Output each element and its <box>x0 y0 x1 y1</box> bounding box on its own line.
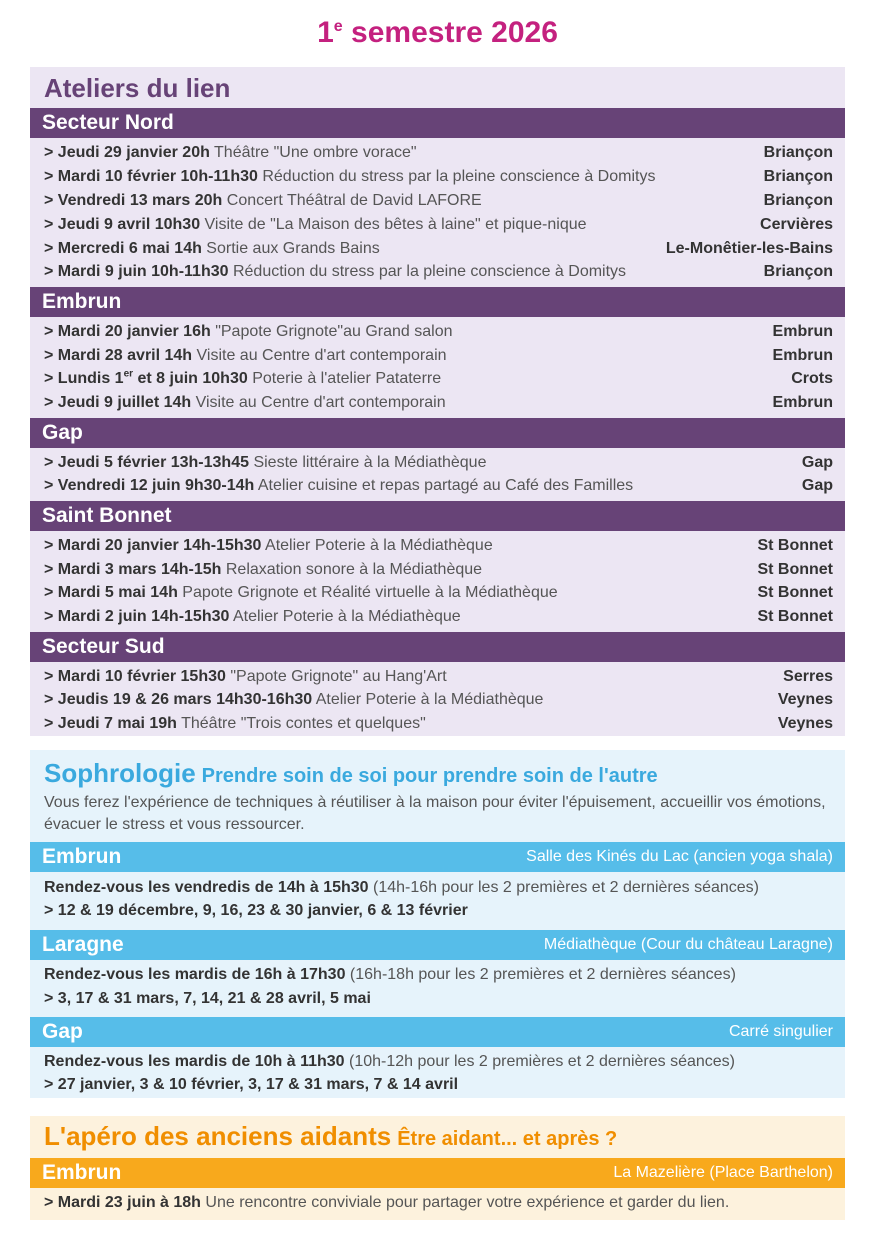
event-row <box>44 320 833 343</box>
event-row <box>44 665 833 688</box>
event-date-cont: et 8 juin 10h30 <box>133 370 248 387</box>
event-row <box>44 189 833 212</box>
page-title-rest: semestre 2026 <box>342 16 558 49</box>
apero-row <box>44 1191 833 1214</box>
event-desc: Sieste littéraire à la Médiathèque <box>249 454 487 471</box>
section-bar-embrun: Embrun <box>30 287 845 317</box>
event-date: > Jeudi 9 juillet 14h <box>44 394 192 411</box>
event-desc: Atelier Poterie à la Médiathèque <box>229 608 461 625</box>
sophro-bar-laragne <box>30 930 845 960</box>
event-location: Embrun <box>772 394 833 411</box>
apero-bar-name: Embrun <box>42 1161 122 1184</box>
event-location: Le-Monêtier-les-Bains <box>665 240 833 257</box>
apero-date: > Mardi 23 juin à 18h <box>44 1194 201 1211</box>
event-date: > Vendredi 12 juin 9h30-14h <box>44 477 255 494</box>
event-date: > Mardi 5 mai 14h <box>44 584 178 601</box>
page-title-sup: e <box>333 18 343 35</box>
sophrologie-intro: Vous ferez l'expérience de techniques à réutiliser à la maison pour éviter l'épuisement, accueillir vos émotions, évacuer le stress et vous ressourcer. <box>44 794 826 833</box>
event-location: Serres <box>783 668 833 685</box>
sophrologie-heading <box>44 758 658 789</box>
event-desc: Visite de "La Maison des bêtes à laine" et pique-nique <box>200 216 587 233</box>
event-date: > Jeudi 9 avril 10h30 <box>44 216 201 233</box>
rdv-schedule: Rendez-vous les vendredis de 14h à 15h30 <box>44 879 369 896</box>
apero-heading <box>44 1121 617 1152</box>
sophro-bar-embrun <box>30 842 845 872</box>
event-location: Gap <box>801 454 833 471</box>
event-date: > Jeudis 19 & 26 mars 14h30-16h30 <box>44 691 313 708</box>
section-bar-gap: Gap <box>30 418 845 448</box>
event-location: Veynes <box>777 691 833 708</box>
sophrologie-panel <box>30 750 845 1098</box>
event-desc: Théâtre "Une ombre vorace" <box>209 144 417 161</box>
sophro-bar-gap <box>30 1017 845 1047</box>
rdv-note: (14h-16h pour les 2 premières et 2 dernières séances) <box>368 879 760 896</box>
rdv-dates-text: > 12 & 19 décembre, 9, 16, 23 & 30 janvier, 6 & 13 février <box>44 902 468 919</box>
event-location: Briançon <box>763 168 833 185</box>
event-location: St Bonnet <box>757 608 833 625</box>
event-desc: Relaxation sonore à la Médiathèque <box>221 561 483 578</box>
rdv-row <box>44 876 833 899</box>
event-date: > Mercredi 6 mai 14h <box>44 240 202 257</box>
event-date: > Mardi 10 février 10h-11h30 <box>44 168 258 185</box>
event-location: St Bonnet <box>757 537 833 554</box>
event-location: Embrun <box>772 323 833 340</box>
rdv-dates-text: > 27 janvier, 3 & 10 février, 3, 17 & 31 mars, 7 & 14 avril <box>44 1076 459 1093</box>
event-desc: Poterie à l'atelier Pataterre <box>247 370 442 387</box>
event-row <box>44 688 833 711</box>
rdv-dates <box>44 987 833 1010</box>
apero-title: L'apéro des anciens aidants <box>44 1121 392 1151</box>
section-bar-nord: Secteur Nord <box>30 108 845 138</box>
event-row <box>44 165 833 188</box>
event-row <box>44 712 833 735</box>
event-row <box>44 391 833 414</box>
apero-subtitle: Être aidant... et après ? <box>397 1128 618 1150</box>
event-location: St Bonnet <box>757 561 833 578</box>
event-location: Embrun <box>772 347 833 364</box>
rdv-dates <box>44 899 833 922</box>
event-desc: Atelier Poterie à la Médiathèque <box>312 691 544 708</box>
event-row <box>44 581 833 604</box>
event-date: > Mardi 20 janvier 16h <box>44 323 211 340</box>
event-row <box>44 534 833 557</box>
sophrologie-subtitle: Prendre soin de soi pour prendre soin de l'autre <box>201 765 658 787</box>
event-date: > Lundis 1 <box>44 370 124 387</box>
event-date: > Jeudi 7 mai 19h <box>44 715 177 732</box>
event-date: > Mardi 3 mars 14h-15h <box>44 561 222 578</box>
event-date: > Vendredi 13 mars 20h <box>44 192 223 209</box>
event-desc: Visite au Centre d'art contemporain <box>191 394 446 411</box>
sophro-bar-name: Laragne <box>42 933 124 956</box>
rdv-schedule: Rendez-vous les mardis de 16h à 17h30 <box>44 966 346 983</box>
event-desc: Sortie aux Grands Bains <box>201 240 380 257</box>
event-date: > Jeudi 5 février 13h-13h45 <box>44 454 249 471</box>
apero-desc: Une rencontre conviviale pour partager votre expérience et garder du lien. <box>200 1194 730 1211</box>
rdv-dates-text: > 3, 17 & 31 mars, 7, 14, 21 & 28 avril, 5 mai <box>44 990 371 1007</box>
event-date: > Mardi 10 février 15h30 <box>44 668 226 685</box>
event-location: Cervières <box>760 216 833 233</box>
sophro-bar-name: Gap <box>42 1020 83 1043</box>
event-desc: Réduction du stress par la pleine conscience à Domitys <box>228 263 627 280</box>
event-row <box>44 451 833 474</box>
event-desc: Papote Grignote et Réalité virtuelle à la Médiathèque <box>177 584 558 601</box>
sophro-bar-place: Salle des Kinés du Lac (ancien yoga shala) <box>526 848 833 865</box>
event-date-sup: er <box>123 368 134 380</box>
apero-bar-place: La Mazelière (Place Barthelon) <box>613 1164 833 1181</box>
event-date: > Jeudi 29 janvier 20h <box>44 144 210 161</box>
section-bar-sud: Secteur Sud <box>30 632 845 662</box>
apero-bar-embrun <box>30 1158 845 1188</box>
event-location: Crots <box>791 370 833 387</box>
event-desc: Réduction du stress par la pleine conscience à Domitys <box>257 168 656 185</box>
ateliers-title: Ateliers du lien <box>44 73 231 103</box>
rdv-note: (10h-12h pour les 2 premières et 2 dernières séances) <box>344 1053 736 1070</box>
rdv-row <box>44 1050 833 1073</box>
rdv-schedule: Rendez-vous les mardis de 10h à 11h30 <box>44 1053 345 1070</box>
event-row <box>44 344 833 367</box>
sophro-bar-place: Carré singulier <box>728 1023 833 1040</box>
event-location: Veynes <box>777 715 833 732</box>
sophro-bar-place: Médiathèque (Cour du château Laragne) <box>543 936 833 953</box>
event-date: > Mardi 9 juin 10h-11h30 <box>44 263 229 280</box>
event-location: Briançon <box>763 192 833 209</box>
event-location: St Bonnet <box>757 584 833 601</box>
apero-panel <box>30 1116 845 1220</box>
event-row <box>44 474 833 497</box>
event-desc: Théâtre "Trois contes et quelques" <box>176 715 426 732</box>
event-row <box>44 260 833 283</box>
page-title-number: 1 <box>317 16 334 49</box>
event-desc: Atelier cuisine et repas partagé au Café des Familles <box>254 477 634 494</box>
event-row <box>44 237 833 260</box>
rdv-note: (16h-18h pour les 2 premières et 2 dernières séances) <box>345 966 736 983</box>
event-row <box>44 213 833 236</box>
event-location: Gap <box>801 477 833 494</box>
page-title <box>0 16 875 50</box>
event-date: > Mardi 28 avril 14h <box>44 347 193 364</box>
event-row <box>44 558 833 581</box>
event-row <box>44 605 833 628</box>
ateliers-panel <box>30 67 845 736</box>
event-desc: Visite au Centre d'art contemporain <box>192 347 447 364</box>
rdv-dates <box>44 1073 833 1096</box>
event-desc: "Papote Grignote"au Grand salon <box>210 323 453 340</box>
section-bar-saint-bonnet: Saint Bonnet <box>30 501 845 531</box>
event-location: Briançon <box>763 263 833 280</box>
event-date: > Mardi 2 juin 14h-15h30 <box>44 608 230 625</box>
event-location: Briançon <box>763 144 833 161</box>
rdv-row <box>44 963 833 986</box>
event-desc: Concert Théâtral de David LAFORE <box>222 192 482 209</box>
event-row <box>44 367 833 390</box>
sophro-bar-name: Embrun <box>42 845 122 868</box>
event-desc: Atelier Poterie à la Médiathèque <box>261 537 493 554</box>
event-date: > Mardi 20 janvier 14h-15h30 <box>44 537 262 554</box>
event-row <box>44 141 833 164</box>
event-desc: "Papote Grignote" au Hang'Art <box>225 668 447 685</box>
sophrologie-title: Sophrologie <box>44 758 196 788</box>
